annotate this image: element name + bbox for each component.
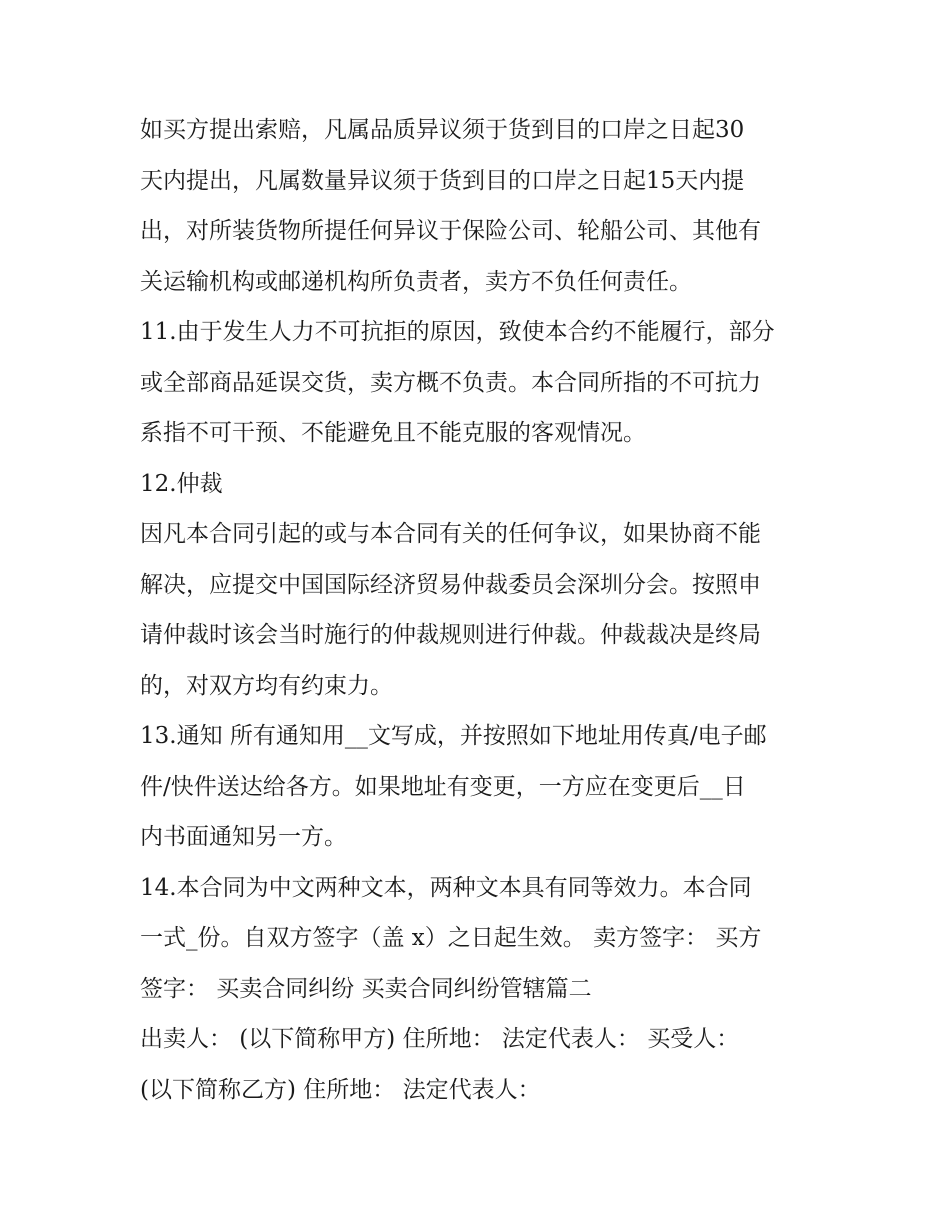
text-line: 一式_份。自双方签字（盖 x）之日起生效。 卖方签字： 买方 [140,925,762,951]
clause-14-line: 14.本合同为中文两种文本，两种文本具有同等效力。本合同 [140,874,752,901]
clause-11-line: 11.由于发生人力不可抗拒的原因，致使本合约不能履行，部分 [140,319,775,345]
text-line: 出，对所装货物所提任何异议于保险公司、轮船公司、其他有 [140,218,761,244]
text-line: (以下简称乙方) 住所地： 法定代表人： [140,1076,541,1103]
text-line: 内书面通知另一方。 [140,824,347,850]
text-line: 件/快件送达给各方。如果地址有变更，一方应在变更后__日 [140,773,746,800]
text-line: 因凡本合同引起的或与本合同有关的任何争议，如果协商不能 [140,521,761,547]
text-line: 的，对双方均有约束力。 [140,672,393,699]
text-line: 签字： 买卖合同纠纷 买卖合同纠纷管辖篇二 [140,975,592,1002]
text-line: 出卖人： (以下简称甲方) 住所地： 法定代表人： 买受人： [140,1026,740,1052]
text-line: 请仲裁时该会当时施行的仲裁规则进行仲裁。仲裁裁决是终局 [140,622,761,648]
text-line: 或全部商品延误交货，卖方概不负责。本合同所指的不可抗力 [140,369,761,396]
text-line: 关运输机构或邮递机构所负责者，卖方不负任何责任。 [140,268,692,295]
clause-12-heading: 12.仲裁 [140,470,223,497]
text-line: 天内提出，凡属数量异议须于货到目的口岸之日起15天内提 [140,167,745,194]
clause-13-line: 13.通知 所有通知用__文写成，并按照如下地址用传真/电子邮 [140,723,767,749]
text-line: 如买方提出索赔，凡属品质异议须于货到目的口岸之日起30 [140,117,745,143]
text-line: 解决，应提交中国国际经济贸易仲裁委员会深圳分会。按照申 [140,571,761,598]
text-line: 系指不可干预、不能避免且不能克服的客观情况。 [140,420,646,446]
document-body [140,105,820,1115]
